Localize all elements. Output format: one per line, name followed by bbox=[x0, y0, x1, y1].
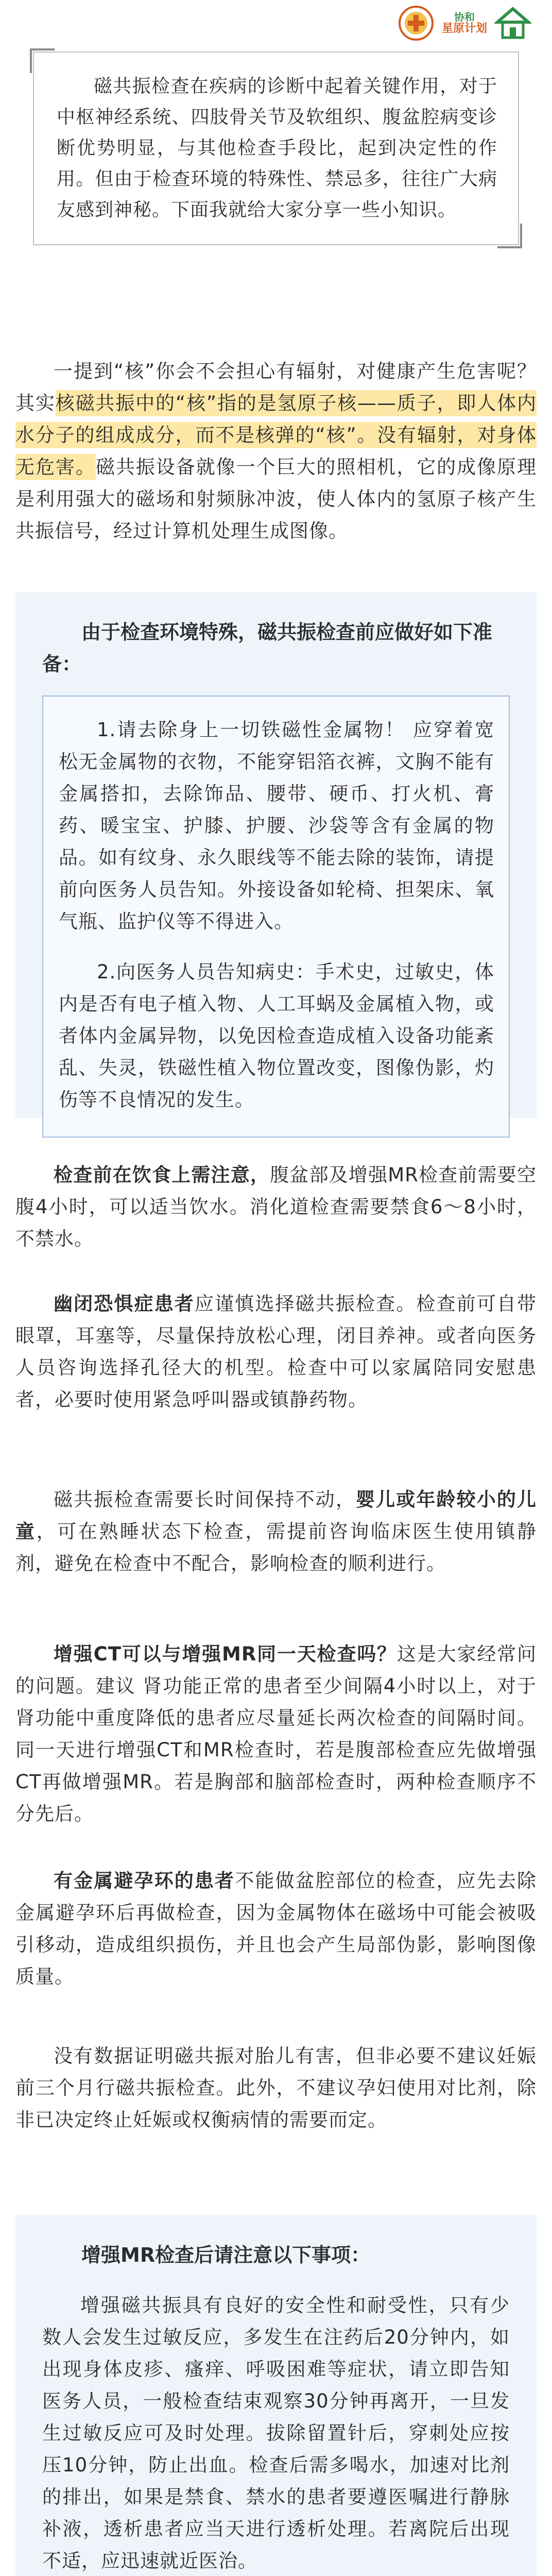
after-exam-box bbox=[15, 2215, 537, 2576]
fasting-text: 腹盆部及增强MR检查前需要空腹4小时，可以适当饮水。消化道检查需要禁食6～8小时，不禁水。 bbox=[15, 1164, 537, 1250]
claustrophobia-text: 应谨慎选择磁共振检查。检查前可自带眼罩，耳塞等，尽量保持放松心理，闭目养神。或者向医务人员咨询选择孔径大的机型。检查中可以家属陪同安慰患者，必要时使用紧急呼叫器或镇静药物。 bbox=[15, 1293, 537, 1411]
highlighted-text: 核磁共振中的“核”指的是氢原子核——质子，即人体内水分子的组成成分，而不是核弹的“核”。没有辐射，对身体无危害。 bbox=[15, 390, 537, 480]
brand-logo bbox=[442, 11, 487, 35]
para1-end: 磁共振设备就像一个巨大的照相机，它的成像原理是利用强大的磁场和射频脉冲波，使人体内的氢原子核产生共振信号，经过计算机处理生成图像。 bbox=[15, 456, 537, 542]
after-exam-text: 增强磁共振具有良好的安全性和耐受性，只有少数人会发生过敏反应，多发生在注药后20分钟内，如出现身体皮疹、瘙痒、呼吸困难等症状，请立即告知医务人员，一般检查结束观察30分钟再离开，一旦发生过敏反应可及时处理。拔除留置针后，穿刺处应按压10分钟，防止出血。检查后需多喝水，加速对比剂的排出，如果是禁食、禁水的患者要遵医嘱进行静脉补液，透析患者应当天进行透析处理。若离院后出现不适，应迅速就近医治。 bbox=[42, 2294, 510, 2572]
preparation-box bbox=[15, 592, 537, 1118]
preparation-list bbox=[42, 696, 510, 1138]
ct-mr-text: 这是大家经常问的问题。建议 肾功能正常的患者至少间隔4小时以上，对于肾功能中重度降低的患者应尽量延长两次检查的间隔时间。同一天进行增强CT和MR检查时，若是腹部检查应先做增强CT再做增强MR。若是胸部和脑部检查时，两种检查顺序不分先后。 bbox=[15, 1643, 537, 1825]
prep-item-1: 1.请去除身上一切铁磁性金属物！ 应穿着宽松无金属物的衣物，不能穿铝箔衣裤，文胸不能有金属搭扣，去除饰品、腰带、硬币、打火机、膏药、暖宝宝、护膝、护腰、沙袋等含有金属的物品。如有纹身、永久眼线等不能去除的装饰，请提前向医务人员告知。外接设备如轮椅、担架床、氧气瓶、监护仪等不得进入。 bbox=[59, 719, 494, 933]
preparation-title: 由于检查环境特殊，磁共振检查前应做好如下准备： bbox=[42, 621, 493, 675]
fasting-paragraph bbox=[15, 1159, 537, 1255]
hospital-emblem-icon bbox=[398, 5, 435, 42]
pregnancy-text: 没有数据证明磁共振对胎儿有害，但非必要不建议妊娠前三个月行磁共振检查。此外，不建议孕妇使用对比剂，除非已决定终止妊娠或权衡病情的需要而定。 bbox=[15, 2045, 537, 2131]
brand-line-1: 协和 bbox=[454, 10, 475, 23]
house-logo-icon bbox=[494, 5, 531, 42]
iud-text: 不能做盆腔部位的检查，应先去除金属避孕环后再做检查，因为金属物体在磁场中可能会被吸引移动，造成组织损伤，并且也会产生局部伪影，影响图像质量。 bbox=[15, 1870, 537, 1988]
intro-text: 磁共振检查在疾病的诊断中起着关键作用，对于中枢神经系统、四肢骨关节及软组织、腹盆腔病变诊断优势明显，与其他检查手段比，起到决定性的作用。但由于检查环境的特殊性、禁忌多，往往广大病友感到神秘。下面我就给大家分享一些小知识。 bbox=[57, 76, 497, 221]
iud-bold: 有金属避孕环的患者 bbox=[54, 1870, 235, 1892]
infant-end: ，可在熟睡状态下检查，需提前咨询临床医生使用镇静剂，避免在检查中不配合，影响检查的顺利进行。 bbox=[15, 1520, 537, 1574]
fasting-bold: 检查前在饮食上需注意， bbox=[54, 1164, 270, 1186]
corner-decoration bbox=[497, 224, 522, 248]
prep-item-2: 2.向医务人员告知病史：手术史，过敏史，体内是否有电子植入物、人工耳蜗及金属植入物，或者体内金属异物，以免因检查造成植入设备功能紊乱、失灵，铁磁性植入物位置改变，图像伪影，灼伤等不良情况的发生。 bbox=[59, 961, 494, 1111]
intro-box bbox=[33, 52, 519, 245]
pregnancy-paragraph bbox=[15, 2040, 537, 2136]
corner-decoration bbox=[30, 48, 55, 73]
radiation-paragraph bbox=[15, 355, 537, 547]
claustrophobia-paragraph bbox=[15, 1288, 537, 1416]
brand-line-2: 星原计划 bbox=[441, 22, 487, 35]
header-logos bbox=[398, 0, 531, 46]
infant-bold: 婴儿或年龄较小的儿童 bbox=[15, 1488, 537, 1543]
iud-paragraph bbox=[15, 1865, 537, 1993]
para1-start: 一提到“核”你会不会担心有辐射，对健康产生危害呢？其实 bbox=[15, 360, 537, 414]
after-exam-title: 增强MR检查后请注意以下事项： bbox=[81, 2244, 371, 2266]
infant-paragraph bbox=[15, 1484, 537, 1580]
ct-mr-paragraph bbox=[15, 1638, 537, 1830]
infant-start: 磁共振检查需要长时间保持不动， bbox=[54, 1488, 356, 1511]
ct-mr-bold: 增强CT可以与增强MR同一天检查吗？ bbox=[54, 1643, 398, 1665]
claustrophobia-bold: 幽闭恐惧症患者 bbox=[54, 1293, 195, 1315]
